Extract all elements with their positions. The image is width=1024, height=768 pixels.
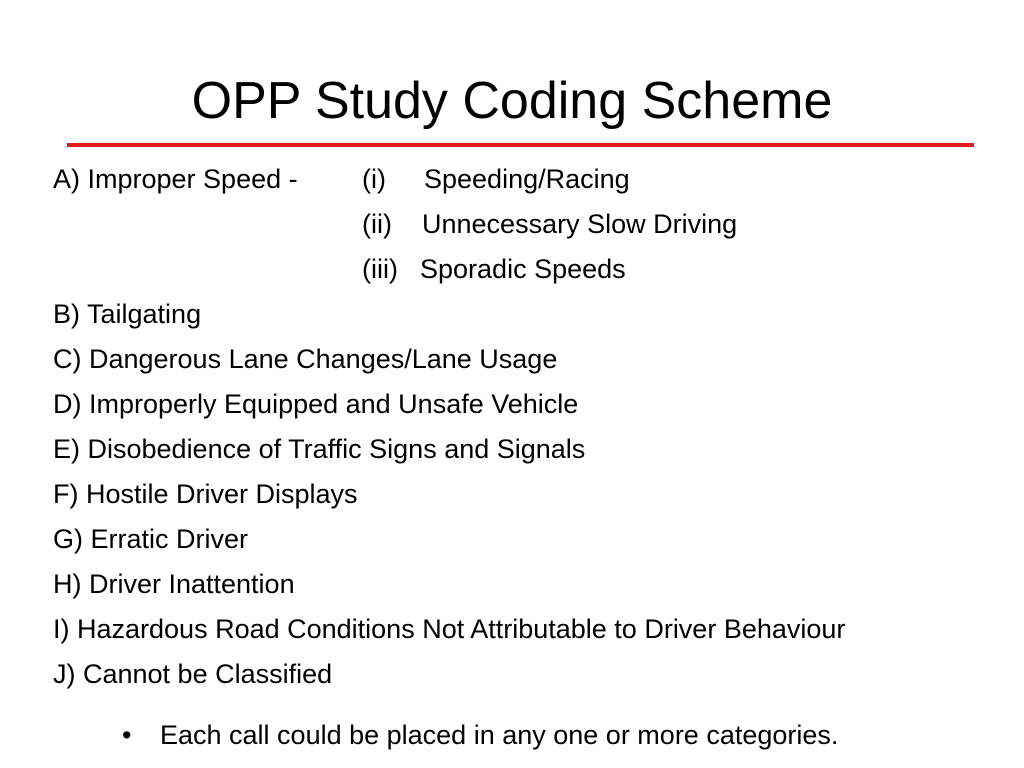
bullet-icon: • (122, 720, 132, 750)
slide-title: OPP Study Coding Scheme (191, 72, 833, 130)
subitem-number: (ii) (362, 209, 392, 239)
subitem-text: Speeding/Racing (424, 164, 630, 194)
category-item: B) Tailgating (53, 299, 202, 329)
subitem-number: (i) (362, 164, 386, 194)
subitem-text: Sporadic Speeds (420, 254, 626, 284)
category-item: I) Hazardous Road Conditions Not Attributable to Driver Behaviour (53, 614, 846, 644)
category-item: F) Hostile Driver Displays (53, 479, 358, 509)
category-item: G) Erratic Driver (53, 524, 248, 554)
title-underline (67, 143, 974, 147)
bullet-note: Each call could be placed in any one or more categories. (160, 720, 839, 750)
category-a-label: A) Improper Speed - (53, 164, 298, 194)
category-item: J) Cannot be Classified (53, 659, 333, 689)
subitem-text: Unnecessary Slow Driving (422, 209, 738, 239)
category-item: E) Disobedience of Traffic Signs and Signals (53, 434, 586, 464)
category-item: C) Dangerous Lane Changes/Lane Usage (53, 344, 558, 374)
category-item: H) Driver Inattention (53, 569, 295, 599)
category-item: D) Improperly Equipped and Unsafe Vehicle (53, 389, 579, 419)
subitem-number: (iii) (362, 254, 398, 284)
